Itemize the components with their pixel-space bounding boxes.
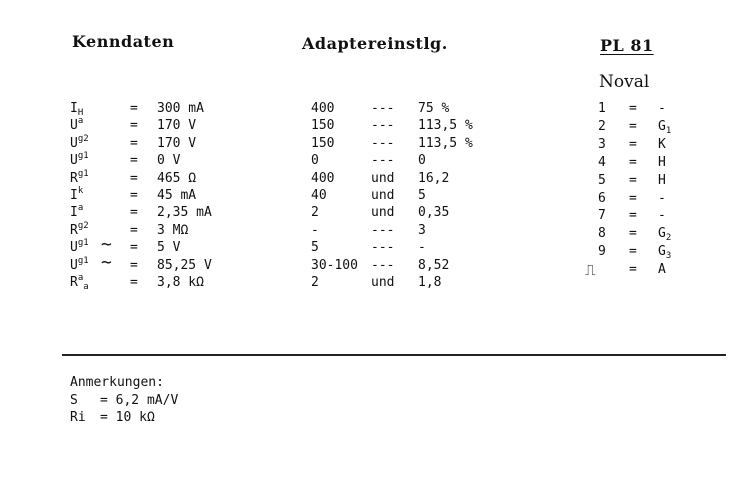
param-value: 3 MΩ <box>157 223 189 238</box>
adapter-connector: --- <box>371 223 395 238</box>
adapter-value-1: - <box>311 223 319 238</box>
pin-electrode: - <box>658 191 666 206</box>
adapter-connector: und <box>371 188 395 203</box>
pin-number: 1 <box>598 101 606 116</box>
param-symbol: $I_H$ <box>70 101 84 118</box>
ac-tilde: ~ <box>101 252 112 273</box>
param-value: 170 V <box>157 136 197 151</box>
adapter-value-2: - <box>418 240 426 255</box>
adapter-value-1: 40 <box>311 188 327 203</box>
pin-number: 3 <box>598 137 606 152</box>
param-symbol: $U^a$ <box>70 116 84 133</box>
divider-line <box>62 354 726 356</box>
adapter-value-1: 400 <box>311 101 335 116</box>
adapter-value-1: 150 <box>311 136 335 151</box>
param-symbol: $I^k$ <box>70 186 84 203</box>
param-value: 5 V <box>157 240 181 255</box>
param-equals: = <box>130 223 138 238</box>
pin-electrode: - <box>658 208 666 223</box>
pin-electrode: K <box>658 137 666 152</box>
param-value: 85,25 V <box>157 258 212 273</box>
param-equals: = <box>130 101 138 116</box>
param-equals: = <box>130 258 138 273</box>
adapter-value-1: 30-100 <box>311 258 358 273</box>
adapter-connector: --- <box>371 258 395 273</box>
pin-number: 8 <box>598 226 606 241</box>
param-equals: = <box>130 275 138 290</box>
param-symbol: $R^{g1}$ <box>70 169 89 186</box>
adapter-value-1: 2 <box>311 205 319 220</box>
adapter-value-2: 16,2 <box>418 171 450 186</box>
pin-electrode: $G_1$ <box>658 119 672 136</box>
pin-number: ⎍ <box>585 261 596 279</box>
pin-equals: = <box>629 119 637 134</box>
pin-number: 5 <box>598 173 606 188</box>
param-equals: = <box>130 240 138 255</box>
adapter-connector: und <box>371 171 395 186</box>
adapter-connector: --- <box>371 136 395 151</box>
param-value: 170 V <box>157 118 197 133</box>
pin-equals: = <box>629 244 637 259</box>
param-symbol: $U^{g1}$ <box>70 151 89 168</box>
adapter-value-2: 8,52 <box>418 258 450 273</box>
note-symbol: S <box>70 393 78 408</box>
adapter-value-1: 150 <box>311 118 335 133</box>
param-equals: = <box>130 205 138 220</box>
adapter-connector: und <box>371 275 395 290</box>
param-value: 2,35 mA <box>157 205 212 220</box>
pin-electrode: $G_3$ <box>658 244 672 261</box>
param-equals: = <box>130 171 138 186</box>
adapter-connector: --- <box>371 240 395 255</box>
tube-name: PL 81 <box>600 36 654 55</box>
pin-equals: = <box>629 226 637 241</box>
param-equals: = <box>130 153 138 168</box>
param-equals: = <box>130 188 138 203</box>
adapter-value-1: 2 <box>311 275 319 290</box>
param-symbol: $U^{g1}$ <box>70 238 89 255</box>
adapter-value-1: 400 <box>311 171 335 186</box>
pin-number: 7 <box>598 208 606 223</box>
pin-equals: = <box>629 208 637 223</box>
note-symbol: Ri <box>70 410 86 425</box>
pin-number: 9 <box>598 244 606 259</box>
param-symbol: $R^a_a$ <box>70 273 89 292</box>
adapter-value-2: 1,8 <box>418 275 442 290</box>
param-symbol: $U^{g2}$ <box>70 134 89 151</box>
param-value: 465 Ω <box>157 171 197 186</box>
adapter-connector: --- <box>371 118 395 133</box>
pin-equals: = <box>629 262 637 277</box>
param-value: 0 V <box>157 153 181 168</box>
adapter-value-2: 113,5 % <box>418 118 473 133</box>
param-value: 45 mA <box>157 188 197 203</box>
adapter-value-1: 0 <box>311 153 319 168</box>
pin-electrode: A <box>658 262 666 277</box>
pin-equals: = <box>629 155 637 170</box>
pin-number: 4 <box>598 155 606 170</box>
pin-equals: = <box>629 137 637 152</box>
pin-electrode: H <box>658 173 666 188</box>
adapter-connector: --- <box>371 101 395 116</box>
header-adapter: Adaptereinstlg. <box>302 34 448 53</box>
notes-title: Anmerkungen: <box>70 375 164 390</box>
adapter-value-2: 75 % <box>418 101 450 116</box>
param-value: 300 mA <box>157 101 204 116</box>
param-symbol: $U^{g1}$ <box>70 256 89 273</box>
header-kenndaten: Kenndaten <box>72 32 175 51</box>
adapter-connector: --- <box>371 153 395 168</box>
ac-tilde: ~ <box>101 234 112 255</box>
adapter-connector: und <box>371 205 395 220</box>
pin-equals: = <box>629 173 637 188</box>
adapter-value-2: 3 <box>418 223 426 238</box>
param-symbol: $I^a$ <box>70 203 84 220</box>
adapter-value-2: 0,35 <box>418 205 450 220</box>
pin-electrode: - <box>658 101 666 116</box>
param-symbol: $R^{g2}$ <box>70 221 89 238</box>
pin-electrode: $G_2$ <box>658 226 672 243</box>
base-type: Noval <box>599 72 650 92</box>
pin-equals: = <box>629 101 637 116</box>
pin-number: 6 <box>598 191 606 206</box>
adapter-value-2: 113,5 % <box>418 136 473 151</box>
param-value: 3,8 kΩ <box>157 275 204 290</box>
pin-equals: = <box>629 191 637 206</box>
param-equals: = <box>130 136 138 151</box>
adapter-value-1: 5 <box>311 240 319 255</box>
note-value: = 10 kΩ <box>100 410 155 425</box>
pin-number: 2 <box>598 119 606 134</box>
param-equals: = <box>130 118 138 133</box>
adapter-value-2: 0 <box>418 153 426 168</box>
pin-electrode: H <box>658 155 666 170</box>
note-value: = 6,2 mA/V <box>100 393 179 408</box>
adapter-value-2: 5 <box>418 188 426 203</box>
